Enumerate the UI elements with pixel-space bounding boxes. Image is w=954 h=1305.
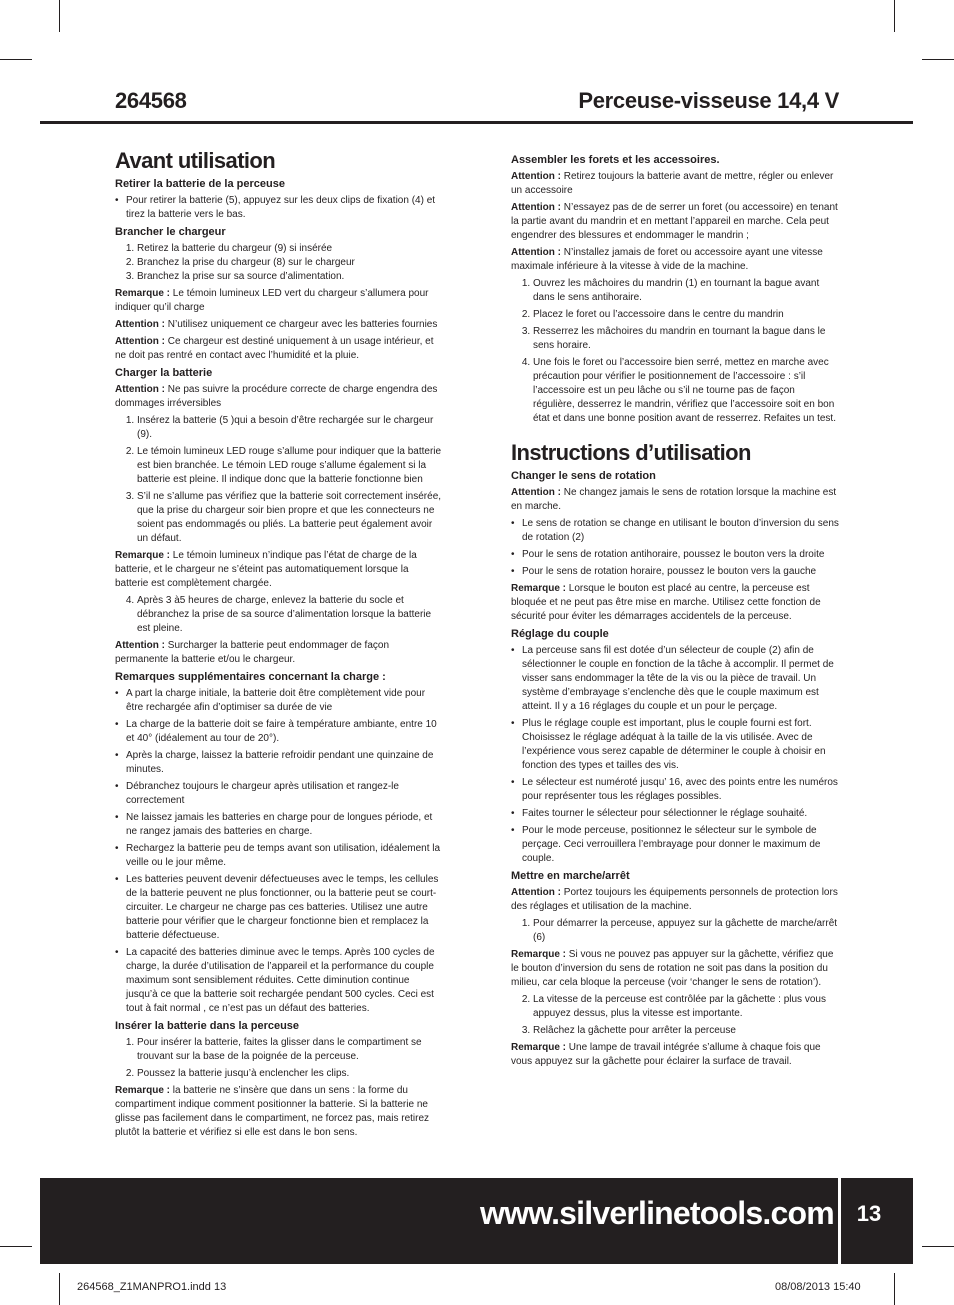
bullet-list xyxy=(115,687,442,1016)
subheading: Mettre en marche/arrêt xyxy=(511,870,630,882)
bullet-list xyxy=(115,194,442,222)
list-item: • Ne laissez jamais les batteries en charge pour de longues période, et ne rangez jamais des batteries en charge. xyxy=(126,811,442,839)
crop-mark xyxy=(0,1246,32,1247)
subheading: Charger la batterie xyxy=(115,367,213,379)
list-item: 1. Pour insérer la batterie, faites la glisser dans le compartiment se trouvant sur la base de la poignée de la perceuse. xyxy=(137,1036,442,1064)
list-item: 2. Le témoin lumineux LED rouge s’allume pour indiquer que la batterie est bien branchée. Le témoin LED rouge s’allume également si la batterie est pleine. Il indique donc que la batterie fonctionne bien xyxy=(137,445,442,487)
crop-mark xyxy=(894,1273,895,1305)
list-item: 2. Branchez la prise du chargeur (8) sur le chargeur xyxy=(137,256,442,270)
list-item: • Pour le mode perceuse, positionnez le sélecteur sur le symbole de perçage. Ceci verrouillera l’embrayage pour donner le maximum de couple. xyxy=(522,824,839,866)
crop-mark xyxy=(894,0,895,32)
list-item: • La perceuse sans fil est dotée d’un sélecteur de couple (2) afin de sélectionner le couple en fonction de la tâche à accomplir. Il permet de visser sans endommager la tête de la vis ou la pièce de travail. Un système d’embrayage s’enclenche dès que le couple maximum est atteint. Il y a 16 réglages du couple et un pour le perçage. xyxy=(522,644,839,714)
list-item: 1. Insérez la batterie (5 )qui a besoin d’être rechargée sur le chargeur (9). xyxy=(137,414,442,442)
numbered-list xyxy=(115,414,442,546)
list-item: 3. Relâchez la gâchette pour arrêter la perceuse xyxy=(533,1024,839,1038)
list-item: 4. Une fois le foret ou l’accessoire bien serré, mettez en marche avec précaution pour vérifier le positionnement de l’accessoire : s’il l’accessoire est un peu lâche ou s’il ne tourne pas de façon régulière, desserrez le mandrin, vérifiez que l’accessoire soit en bon état et dans une bonne position avant de resserrez. Refaites un test. xyxy=(533,356,839,426)
list-item: • Pour retirer la batterie (5), appuyez sur les deux clips de fixation (4) et tirez la batterie vers le bas. xyxy=(126,194,442,222)
note: Remarque : Si vous ne pouvez pas appuyer sur la gâchette, vérifiez que le bouton d’inversion du sens de rotation ne soit pas dans la position du milieu, car cela bloque la perceuse (voir ‘changer le sens de rotation’). xyxy=(511,949,834,988)
website-link[interactable]: www.silverlinetools.com xyxy=(480,1195,834,1231)
slug-filename: 264568_Z1MANPRO1.indd 13 xyxy=(77,1281,227,1293)
right-column xyxy=(511,151,839,1072)
crop-mark xyxy=(59,0,60,32)
note: Remarque : Lorsque le bouton est placé au centre, la perceuse est bloquée et ne peut pas être mise en marche. Utilisez cette fonction de sécurité pour éviter les démarrages accidentels de la perceuse. xyxy=(511,583,821,622)
note: Attention : Ce chargeur est destiné uniquement à un usage intérieur, et ne doit pas rentré en contact avec l’humidité et la pluie. xyxy=(115,336,434,361)
list-item: • Après la charge, laissez la batterie refroidir pendant une quinzaine de minutes. xyxy=(126,749,442,777)
note: Attention : Ne changez jamais le sens de rotation lorsque la machine est en marche. xyxy=(511,487,837,512)
note: Remarque : la batterie ne s’insère que dans un sens : la forme du compartiment indique comment positionner la batterie. Si la batterie ne glisse pas facilement dans le compartiment, ne forcez pas, mais retirez plutôt la batterie et vérifiez si elle est dans le bon sens. xyxy=(115,1085,430,1138)
note: Remarque : Une lampe de travail intégrée s’allume à chaque fois que vous appuyez sur la gâchette pour éclairer la surface de travail. xyxy=(511,1042,821,1067)
note: Attention : Retirez toujours la batterie avant de mettre, régler ou enlever un accessoire xyxy=(511,171,834,196)
bullet-list xyxy=(511,517,839,579)
list-item: 3. Resserrez les mâchoires du mandrin en tournant la bague dans le sens horaire. xyxy=(533,325,839,353)
crop-mark xyxy=(59,1273,60,1305)
slug-date: 08/08/2013 15:40 xyxy=(775,1281,861,1293)
list-item: • A part la charge initiale, la batterie doit être complètement vide pour être rechargée afin d’optimiser sa durée de vie xyxy=(126,687,442,715)
list-item: • La capacité des batteries diminue avec le temps. Après 100 cycles de charge, la durée d’utilisation de l’appareil et la performance du couple maximum sont sensiblement réduites. Cette diminution continue jusqu’à ce que la batterie soit rechargée pendant 500 cycles. Ceci est tout à fait normal , ce n’est pas un défaut des batteries. xyxy=(126,946,442,1016)
crop-mark xyxy=(0,59,32,60)
list-item: • Pour le sens de rotation antihoraire, poussez le bouton vers la droite xyxy=(522,548,839,562)
list-item: 4. Après 3 à5 heures de charge, enlevez la batterie du socle et débranchez la prise de sa source d’alimentation lorsque la batterie est pleine. xyxy=(137,594,442,636)
numbered-list xyxy=(511,277,839,426)
list-item: 1. Retirez la batterie du chargeur (9) si insérée xyxy=(137,242,442,256)
note: Attention : N’essayez pas de de serrer un foret (ou accessoire) en tenant la partie avant du mandrin et en mettant l’appareil en marche. Cela peut engendrer des blessures et endommager le mandrin ; xyxy=(511,202,838,241)
crop-mark xyxy=(922,1246,954,1247)
list-item: • Débranchez toujours le chargeur après utilisation et rangez-le correctement xyxy=(126,780,442,808)
note: Attention : Portez toujours les équipements personnels de protection lors des réglages et utilisation de la machine. xyxy=(511,887,838,912)
subheading: Retirer la batterie de la perceuse xyxy=(115,178,285,190)
subheading: Remarques supplémentaires concernant la charge : xyxy=(115,671,386,683)
footer-divider xyxy=(838,1178,841,1264)
numbered-list xyxy=(115,242,442,284)
subheading: Changer le sens de rotation xyxy=(511,470,656,482)
subheading: Insérer la batterie dans la perceuse xyxy=(115,1020,300,1032)
note: Attention : N’utilisez uniquement ce chargeur avec les batteries fournies xyxy=(115,319,438,330)
note: Attention : Surcharger la batterie peut endommager de façon permanente la batterie et/ou le chargeur. xyxy=(115,640,390,665)
numbered-list xyxy=(115,1036,442,1081)
note: Attention : N’installez jamais de foret ou accessoire ayant une vitesse maximale inférieure à la vitesse à vide de la machine. xyxy=(511,247,823,272)
note: Remarque : Le témoin lumineux LED vert du chargeur s’allumera pour indiquer qu’il charge xyxy=(115,288,429,313)
bullet-list xyxy=(511,644,839,866)
list-item: 2. Placez le foret ou l’accessoire dans le centre du mandrin xyxy=(533,308,839,322)
subheading: Réglage du couple xyxy=(511,628,609,640)
list-item: • Les batteries peuvent devenir défectueuses avec le temps, les cellules de la batterie peuvent ne plus fonctionner, ou la batterie peut se court-circuiter. Le chargeur ne charge pas ces batteries. Utilisez une autre batterie pour vérifier que le chargeur fonctionne bien et remplacez la batterie défectueuse. xyxy=(126,873,442,943)
page-number: 13 xyxy=(856,1201,882,1226)
list-item: 2. La vitesse de la perceuse est contrôlée par la gâchette : plus vous appuyez dessus, plus la vitesse est importante. xyxy=(533,993,839,1021)
numbered-list xyxy=(511,917,839,945)
product-title: Perceuse-visseuse 14,4 V xyxy=(578,88,839,113)
list-item: 1. Ouvrez les mâchoires du mandrin (1) en tournant la bague avant dans le sens antihoraire. xyxy=(533,277,839,305)
product-code: 264568 xyxy=(115,88,187,113)
header-rule xyxy=(40,121,913,124)
subheading: Assembler les forets et les accessoires. xyxy=(511,154,720,166)
list-item: 3. S’il ne s’allume pas vérifiez que la batterie soit correctement insérée, que la prise du chargeur soir bien propre et que les connecteurs ne soient pas endommagés ou pliés. La batterie peut également avoir un défaut. xyxy=(137,490,442,546)
numbered-list xyxy=(511,993,839,1038)
list-item: • Le sens de rotation se change en utilisant le bouton d’inversion du sens de rotation (2) xyxy=(522,517,839,545)
list-item: 1. Pour démarrer la perceuse, appuyez sur la gâchette de marche/arrêt (6) xyxy=(533,917,839,945)
section-heading: Avant utilisation xyxy=(115,148,276,173)
list-item: • Le sélecteur est numéroté jusqu’ 16, avec des points entre les numéros pour représenter tous les réglages possibles. xyxy=(522,776,839,804)
list-item: • Pour le sens de rotation horaire, poussez le bouton vers la gauche xyxy=(522,565,839,579)
list-item: 2. Poussez la batterie jusqu’à enclencher les clips. xyxy=(137,1067,442,1081)
list-item: 3. Branchez la prise sur sa source d’alimentation. xyxy=(137,270,442,284)
note: Attention : Ne pas suivre la procédure correcte de charge engendra des dommages irréversibles xyxy=(115,384,438,409)
subheading: Brancher le chargeur xyxy=(115,226,226,238)
section-heading: Instructions d’utilisation xyxy=(511,440,751,465)
note: Remarque : Le témoin lumineux n’indique pas l’état de charge de la batterie, et le chargeur ne s’éteint pas automatiquement lorsque la batterie est complètement chargée. xyxy=(115,550,417,589)
crop-mark xyxy=(922,59,954,60)
left-column xyxy=(115,148,442,1143)
numbered-list xyxy=(115,594,442,636)
list-item: • Plus le réglage couple est important, plus le couple fourni est fort. Choisissez le réglage adéquat à la taille de la vis utilisée. Avec de l’expérience vous serez capable de déterminer le couple à choisir en fonction des types et tailles des vis. xyxy=(522,717,839,773)
list-item: • La charge de la batterie doit se faire à température ambiante, entre 10 et 40° (idéalement au tour de 20°). xyxy=(126,718,442,746)
list-item: • Rechargez la batterie peu de temps avant son utilisation, idéalement la veille ou le jour même. xyxy=(126,842,442,870)
list-item: • Faites tourner le sélecteur pour sélectionner le réglage souhaité. xyxy=(522,807,839,821)
page-header xyxy=(115,88,839,118)
